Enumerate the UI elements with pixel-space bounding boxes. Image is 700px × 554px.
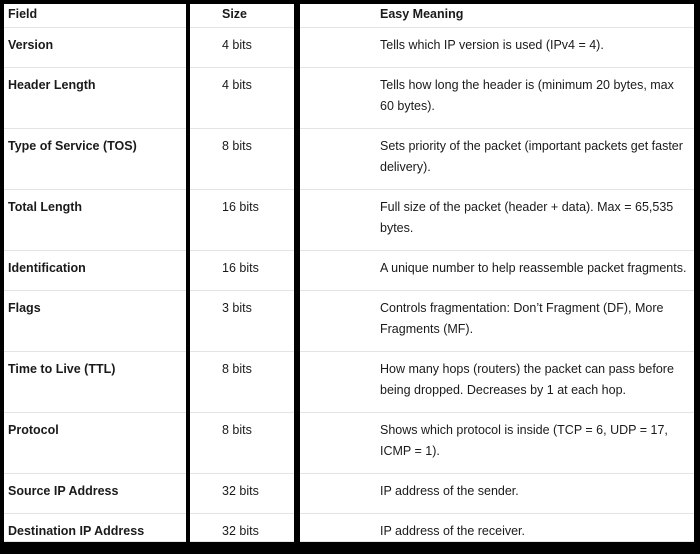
cell-meaning-text: Sets priority of the packet (important packets get faster delivery). <box>380 139 683 174</box>
cell-field-text: Destination IP Address <box>8 524 145 538</box>
cell-meaning <box>300 75 694 129</box>
cell-field-text: Type of Service (TOS) <box>8 139 137 153</box>
header-field-label: Field <box>8 7 38 21</box>
cell-meaning <box>300 258 694 291</box>
cell-field-text: Header Length <box>8 78 96 92</box>
cell-field <box>4 481 186 514</box>
cell-meaning <box>300 420 694 474</box>
cell-size-text: 3 bits <box>222 301 252 315</box>
header-meaning-label: Easy Meaning <box>380 7 464 21</box>
cell-field <box>4 359 186 413</box>
cell-size-text: 8 bits <box>222 423 252 437</box>
cell-size-text: 32 bits <box>222 524 259 538</box>
cell-size <box>190 75 294 129</box>
cell-meaning-text: Controls fragmentation: Don’t Fragment (DF), More Fragments (MF). <box>380 301 664 336</box>
cell-meaning <box>300 136 694 190</box>
meaning-column <box>300 4 694 542</box>
cell-meaning-text: IP address of the sender. <box>380 484 519 498</box>
cell-field <box>4 75 186 129</box>
cell-size-text: 4 bits <box>222 38 252 52</box>
header-size-label: Size <box>222 7 248 21</box>
cell-size-text: 8 bits <box>222 362 252 376</box>
cell-field <box>4 35 186 68</box>
cell-size <box>190 481 294 514</box>
cell-meaning <box>300 298 694 352</box>
cell-field <box>4 521 186 542</box>
cell-size-text: 16 bits <box>222 261 259 275</box>
cell-field-text: Time to Live (TTL) <box>8 362 116 376</box>
cell-meaning <box>300 35 694 68</box>
cell-field-text: Identification <box>8 261 86 275</box>
cell-size-text: 8 bits <box>222 139 252 153</box>
cell-meaning-text: IP address of the receiver. <box>380 524 525 538</box>
cell-field <box>4 420 186 474</box>
cell-size <box>190 258 294 291</box>
size-column <box>190 4 294 542</box>
cell-size <box>190 359 294 413</box>
header-size <box>190 4 294 28</box>
cell-size-text: 32 bits <box>222 484 259 498</box>
cell-meaning-text: Full size of the packet (header + data). Max = 65,535 bytes. <box>380 200 674 235</box>
cell-size-text: 4 bits <box>222 78 252 92</box>
cell-meaning <box>300 521 694 542</box>
cell-size <box>190 521 294 542</box>
cell-meaning <box>300 197 694 251</box>
cell-size <box>190 35 294 68</box>
cell-size <box>190 420 294 474</box>
cell-size <box>190 136 294 190</box>
cell-field <box>4 197 186 251</box>
field-column <box>4 4 186 542</box>
cell-meaning <box>300 481 694 514</box>
cell-meaning-text: A unique number to help reassemble packet fragments. <box>380 261 687 275</box>
cell-size-text: 16 bits <box>222 200 259 214</box>
cell-field-text: Protocol <box>8 423 59 437</box>
cell-meaning-text: Tells how long the header is (minimum 20 bytes, max 60 bytes). <box>380 78 674 113</box>
header-meaning <box>300 4 694 28</box>
cell-field <box>4 298 186 352</box>
cell-field-text: Flags <box>8 301 41 315</box>
cell-size <box>190 197 294 251</box>
cell-size <box>190 298 294 352</box>
cell-meaning-text: How many hops (routers) the packet can pass before being dropped. Decreases by 1 at each hop. <box>380 362 674 397</box>
cell-field-text: Version <box>8 38 54 52</box>
cell-field-text: Source IP Address <box>8 484 119 498</box>
cell-meaning-text: Tells which IP version is used (IPv4 = 4). <box>380 38 604 52</box>
cell-field <box>4 258 186 291</box>
cell-meaning-text: Shows which protocol is inside (TCP = 6, UDP = 17, ICMP = 1). <box>380 423 668 458</box>
cell-field-text: Total Length <box>8 200 83 214</box>
cell-meaning <box>300 359 694 413</box>
header-field <box>4 4 186 28</box>
cell-field <box>4 136 186 190</box>
